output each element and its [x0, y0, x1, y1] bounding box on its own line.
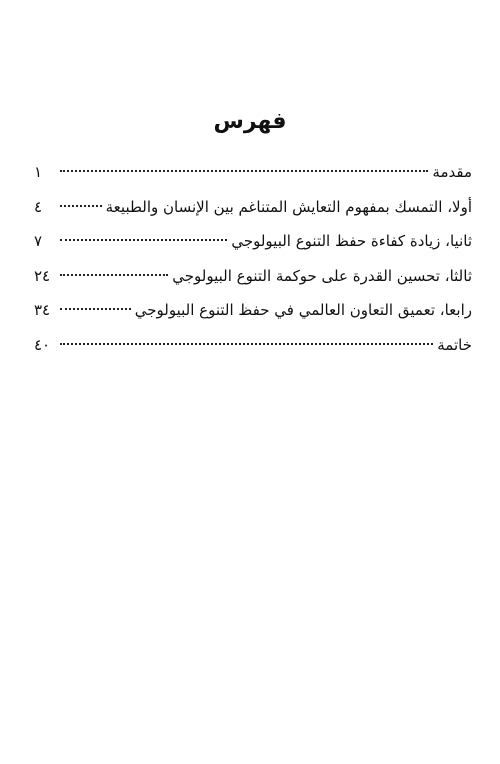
toc-entry-page-number: ١	[34, 163, 43, 181]
toc-entry-page-number: ٣٤	[34, 301, 51, 320]
toc-entry-fourth	[34, 300, 472, 335]
toc-entry-third	[34, 266, 472, 301]
dot-leader	[60, 170, 428, 172]
dot-leader	[60, 274, 168, 276]
toc-entry-introduction	[34, 162, 472, 197]
toc-entry-label: أولا، التمسك بمفهوم التعايش المتناغم بين الإنسان والطبيعة	[105, 197, 472, 216]
toc-entry-label: مقدمة	[432, 163, 472, 181]
toc-entry-page-number: ٧	[34, 232, 43, 251]
toc-entry-label: رابعا، تعميق التعاون العالمي في حفظ التنوع البيولوجي	[134, 301, 472, 320]
toc-entry-page-number: ٤٠	[34, 335, 51, 354]
page-title: فهرس	[213, 109, 287, 134]
toc-entry-first	[34, 197, 472, 232]
toc-entry-second	[34, 231, 472, 266]
toc-entry-page-number: ٤	[34, 197, 43, 216]
toc-entry-conclusion	[34, 335, 472, 370]
toc-entry-page-number: ٢٤	[34, 266, 51, 285]
dot-leader	[60, 308, 131, 310]
toc-entry-label: خاتمة	[437, 335, 472, 354]
dot-leader	[60, 343, 433, 345]
toc-entry-label: ثالثا، تحسين القدرة على حوكمة التنوع البيولوجي	[172, 266, 472, 285]
dot-leader	[60, 239, 227, 241]
dot-leader	[60, 205, 102, 207]
table-of-contents	[34, 162, 472, 370]
toc-entry-label: ثانيا، زيادة كفاءة حفظ التنوع البيولوجي	[231, 232, 472, 251]
